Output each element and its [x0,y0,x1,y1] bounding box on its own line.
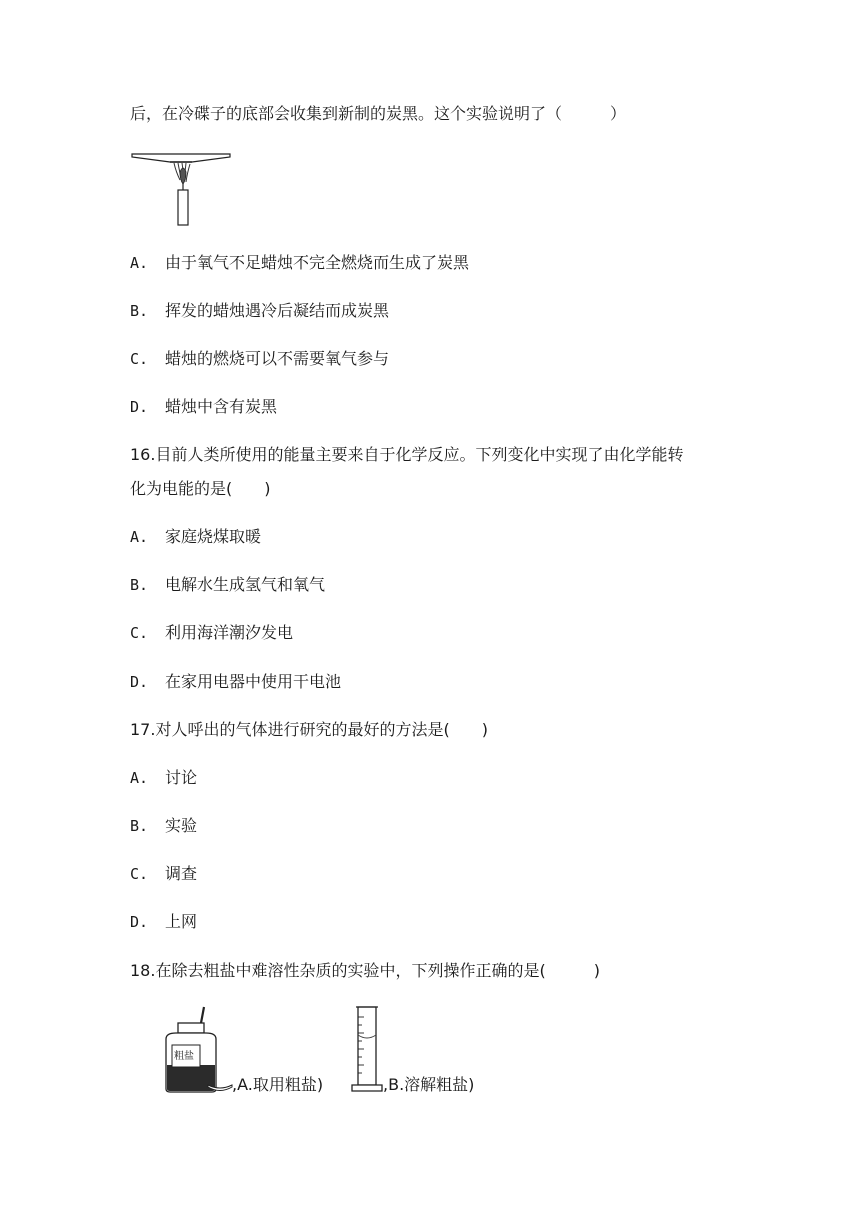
q15-option-a [130,253,469,273]
q15-option-d [130,397,277,417]
q17-option-d [130,912,197,932]
option-text: 调查 [165,864,198,883]
q18-caption-b: ,B.溶解粗盐) [383,1075,475,1094]
option-text: 电解水生成氢气和氧气 [165,575,326,594]
option-letter: B. [130,576,149,594]
option-letter: A. [130,254,149,272]
q17-option-b [130,816,197,836]
option-text: 家庭烧煤取暖 [165,527,262,546]
option-text: 上网 [165,912,198,931]
option-text: 实验 [165,816,198,835]
option-letter: D. [130,398,149,416]
q17-option-a [130,768,197,788]
q15-option-b [130,301,389,321]
graduated-cylinder-figure [350,1005,386,1093]
option-text: 挥发的蜡烛遇冷后凝结而成炭黑 [165,301,390,320]
option-letter: B. [130,302,149,320]
option-letter: B. [130,817,149,835]
option-letter: D. [130,673,149,691]
q18-caption-a: ,A.取用粗盐) [232,1075,324,1094]
q15-option-c [130,349,389,369]
option-text: 由于氧气不足蜡烛不完全燃烧而生成了炭黑 [165,253,470,272]
option-letter: C. [130,350,149,368]
salt-jar-figure [162,1005,234,1095]
option-letter: D. [130,913,149,931]
option-letter: A. [130,528,149,546]
candle-plate-figure [130,150,232,230]
option-text: 蜡烛中含有炭黑 [165,397,278,416]
jar-label: 粗盐 [174,1051,194,1062]
q16-stem-line2: 化为电能的是( ) [130,479,271,498]
q16-option-d [130,672,341,692]
option-letter: C. [130,865,149,883]
option-text: 讨论 [165,768,198,787]
q17-stem: 17.对人呼出的气体进行研究的最好的方法是( ) [130,720,488,739]
q16-stem-line1: 16.目前人类所使用的能量主要来自于化学反应。下列变化中实现了由化学能转 [130,445,684,464]
option-text: 在家用电器中使用干电池 [165,672,342,691]
option-text: 蜡烛的燃烧可以不需要氧气参与 [165,349,390,368]
option-letter: C. [130,624,149,642]
q15-stem-tail: 后，在冷碟子的底部会收集到新制的炭黑。这个实验说明了（ ） [130,104,627,123]
q16-option-c [130,623,293,643]
q16-option-b [130,575,325,595]
option-text: 利用海洋潮汐发电 [165,623,294,642]
q17-option-c [130,864,197,884]
q16-option-a [130,527,261,547]
option-letter: A. [130,769,149,787]
q18-stem: 18.在除去粗盐中难溶性杂质的实验中，下列操作正确的是( ) [130,961,600,980]
